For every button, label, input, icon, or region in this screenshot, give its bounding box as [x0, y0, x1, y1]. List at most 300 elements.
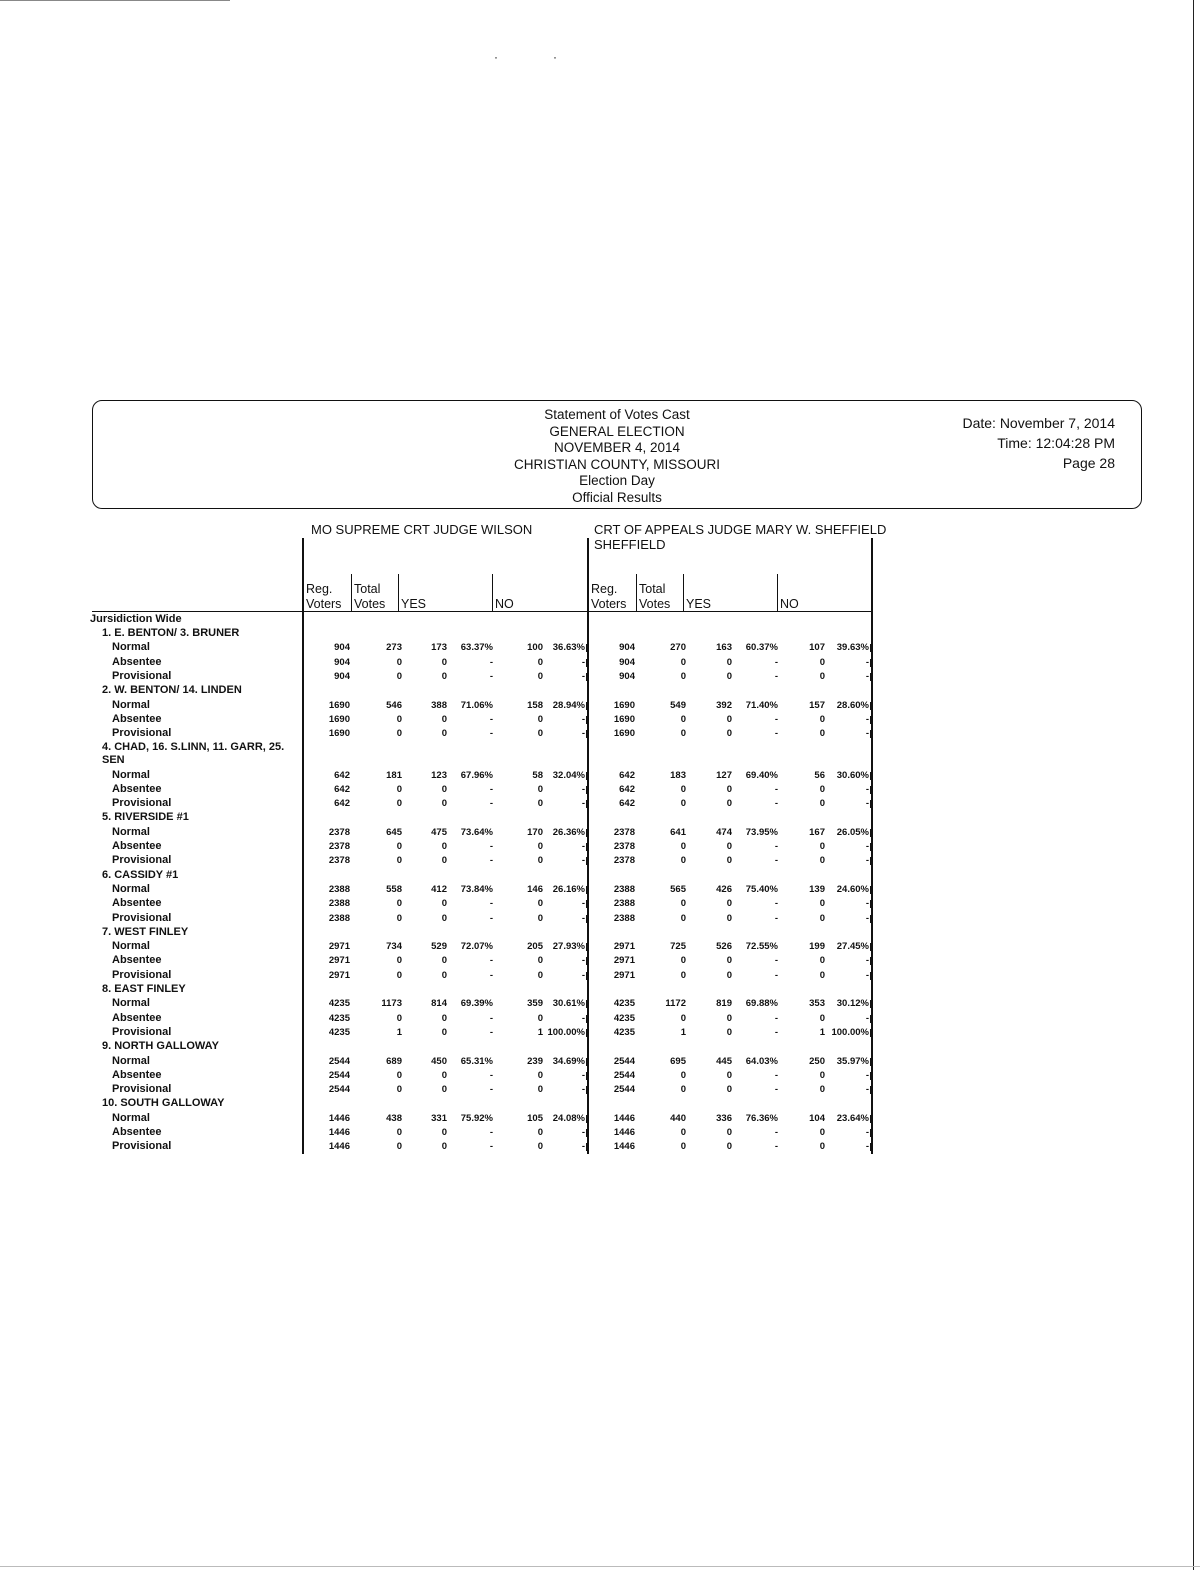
cell-reg-voters-a: 904 [334, 656, 350, 668]
cell-reg-voters-b: 904 [619, 642, 635, 654]
row-end-tick [870, 1143, 871, 1151]
cell-reg-voters-b: 2388 [613, 898, 635, 910]
cell-no-votes-a: 205 [527, 941, 543, 953]
cell-yes-percent-b: 64.03% [745, 1055, 778, 1067]
row-end-tick [870, 1086, 871, 1094]
row-end-tick [586, 730, 587, 738]
cell-no-votes-b: 250 [809, 1055, 825, 1067]
cell-reg-voters-b: 2544 [613, 1084, 635, 1096]
row-type-label: Absentee [112, 1011, 162, 1024]
cell-no-votes-b: 0 [819, 1012, 825, 1024]
row-type-label: Normal [112, 641, 150, 654]
row-end-tick [870, 772, 871, 780]
cell-reg-voters-a: 4235 [328, 1026, 350, 1038]
cell-no-percent-a: - [581, 841, 585, 852]
cell-yes-votes-a: 0 [441, 783, 447, 795]
precinct-name-continued: SEN [102, 754, 125, 767]
cell-total-votes-a: 0 [396, 713, 402, 725]
cell-reg-voters-b: 1690 [613, 713, 635, 725]
row-type-label: Provisional [112, 968, 172, 981]
cell-yes-votes-b: 0 [726, 1012, 732, 1024]
row-type-label: Absentee [112, 782, 162, 795]
row-end-tick [870, 716, 871, 724]
row-type-label: Absentee [112, 954, 162, 967]
cell-reg-voters-b: 2388 [613, 912, 635, 924]
cell-yes-votes-a: 0 [441, 969, 447, 981]
cell-no-votes-b: 0 [819, 656, 825, 668]
row-end-tick [586, 943, 587, 951]
cell-yes-votes-b: 0 [726, 713, 732, 725]
cell-yes-votes-b: 0 [726, 912, 732, 924]
cell-reg-voters-b: 4235 [613, 1012, 635, 1024]
precinct-name: 6. CASSIDY #1 [102, 868, 179, 881]
cell-yes-percent-b: - [774, 1127, 778, 1138]
cell-no-votes-b: 0 [819, 1069, 825, 1081]
row-end-tick [870, 957, 871, 965]
col-separator [683, 574, 684, 611]
row-end-tick [870, 1072, 871, 1080]
cell-yes-percent-a: - [489, 1069, 493, 1081]
cell-reg-voters-a: 4235 [328, 998, 350, 1010]
cell-no-percent-b: 26.05% [836, 826, 869, 838]
cell-yes-percent-a: - [489, 955, 493, 967]
cell-yes-percent-b: 75.40% [745, 883, 778, 895]
cell-total-votes-a: 273 [386, 642, 402, 654]
cell-yes-percent-b: 76.36% [745, 1112, 778, 1124]
cell-no-percent-a: - [581, 1069, 585, 1081]
cell-no-votes-a: 0 [537, 898, 543, 910]
cell-reg-voters-a: 1446 [328, 1141, 350, 1153]
run-time: Time: 12:04:28 PM [997, 435, 1115, 451]
cell-yes-votes-a: 173 [431, 642, 447, 654]
cell-reg-voters-a: 2378 [328, 841, 350, 852]
row-end-tick [586, 1129, 587, 1137]
cell-no-votes-b: 0 [819, 1127, 825, 1138]
row-end-tick [586, 1000, 587, 1008]
cell-no-percent-a: - [581, 1127, 585, 1138]
cell-yes-votes-b: 526 [716, 941, 732, 953]
cell-total-votes-b: 1172 [665, 998, 686, 1010]
row-type-label: Normal [112, 768, 150, 781]
cell-reg-voters-b: 2971 [613, 969, 635, 981]
row-end-tick [870, 730, 871, 738]
cell-yes-votes-a: 0 [441, 656, 447, 668]
cell-reg-voters-b: 2544 [613, 1069, 635, 1081]
cell-reg-voters-a: 1690 [328, 699, 350, 711]
row-end-tick [586, 886, 587, 894]
cell-total-votes-b: 0 [680, 912, 686, 924]
cell-total-votes-b: 641 [670, 826, 686, 838]
row-end-tick [586, 1086, 587, 1094]
cell-reg-voters-a: 2388 [328, 883, 350, 895]
row-end-tick [586, 702, 587, 710]
cell-reg-voters-b: 642 [619, 769, 635, 781]
cell-total-votes-b: 440 [670, 1112, 686, 1124]
precinct-name: 4. CHAD, 16. S.LINN, 11. GARR, 25. [102, 741, 285, 754]
cell-yes-percent-b: 71.40% [745, 699, 778, 711]
cell-no-percent-a: - [581, 713, 585, 725]
cell-no-votes-a: 0 [537, 969, 543, 981]
cell-no-votes-a: 0 [537, 670, 543, 682]
cell-reg-voters-b: 904 [619, 670, 635, 682]
cell-yes-votes-b: 392 [716, 699, 732, 711]
cell-yes-percent-b: - [774, 841, 778, 852]
cell-yes-percent-a: - [489, 713, 493, 725]
official-results-label: Official Results [572, 489, 662, 505]
cell-total-votes-a: 0 [396, 1084, 402, 1096]
cell-total-votes-b: 0 [680, 656, 686, 668]
cell-no-percent-a: 36.63% [552, 642, 585, 654]
cell-reg-voters-b: 4235 [613, 998, 635, 1010]
row-end-tick [870, 943, 871, 951]
cell-yes-votes-b: 0 [726, 670, 732, 682]
row-end-tick [586, 1058, 587, 1066]
cell-yes-percent-a: - [489, 728, 493, 740]
row-end-tick [586, 786, 587, 794]
election-day-label: Election Day [579, 473, 655, 488]
col-separator [351, 574, 352, 611]
cell-yes-percent-a: - [489, 1026, 493, 1038]
cell-reg-voters-a: 642 [334, 783, 350, 795]
cell-no-votes-b: 0 [819, 670, 825, 682]
cell-no-percent-b: - [865, 1084, 869, 1096]
cell-yes-votes-a: 0 [441, 798, 447, 810]
cell-no-percent-b: - [865, 728, 869, 740]
precinct-name: 2. W. BENTON/ 14. LINDEN [102, 684, 242, 697]
cell-total-votes-b: 0 [680, 670, 686, 682]
row-end-tick [586, 857, 587, 865]
election-name: GENERAL ELECTION [549, 423, 685, 439]
cell-yes-votes-b: 0 [726, 783, 732, 795]
cell-yes-percent-a: - [489, 656, 493, 668]
cell-total-votes-a: 0 [396, 1141, 402, 1153]
cell-total-votes-b: 0 [680, 1127, 686, 1138]
cell-no-votes-b: 1 [819, 1026, 825, 1038]
cell-yes-percent-a: - [489, 1084, 493, 1096]
cell-no-percent-b: - [865, 713, 869, 725]
cell-yes-votes-a: 814 [431, 998, 447, 1010]
cell-no-percent-b: - [865, 898, 869, 910]
cell-total-votes-a: 0 [396, 728, 402, 740]
cell-reg-voters-a: 1690 [328, 728, 350, 740]
cell-yes-votes-b: 0 [726, 955, 732, 967]
row-end-tick [586, 843, 587, 851]
cell-no-percent-a: - [581, 855, 585, 867]
col-yes-a: YES [401, 597, 427, 611]
cell-no-votes-a: 0 [537, 955, 543, 967]
col-reg-voters-a: Reg. Voters [306, 582, 342, 611]
cell-yes-percent-b: - [774, 798, 778, 810]
cell-total-votes-a: 0 [396, 898, 402, 910]
cell-yes-percent-a: 69.39% [460, 998, 493, 1010]
cell-total-votes-a: 0 [396, 841, 402, 852]
cell-yes-votes-a: 0 [441, 955, 447, 967]
cell-yes-votes-a: 0 [441, 1012, 447, 1024]
cell-no-votes-a: 239 [527, 1055, 543, 1067]
cell-total-votes-b: 0 [680, 1141, 686, 1153]
cell-no-votes-a: 58 [532, 769, 543, 781]
row-type-label: Provisional [112, 797, 172, 810]
row-end-tick [870, 1129, 871, 1137]
cell-yes-votes-a: 0 [441, 912, 447, 924]
cell-no-votes-a: 0 [537, 1141, 543, 1153]
row-type-label: Normal [112, 825, 150, 838]
cell-yes-votes-b: 819 [716, 998, 732, 1010]
row-end-tick [870, 702, 871, 710]
col-no-b: NO [780, 597, 799, 611]
cell-no-percent-b: 28.60% [836, 699, 869, 711]
cell-yes-percent-a: - [489, 969, 493, 981]
col-separator [777, 574, 778, 611]
column-header-rule [92, 611, 872, 612]
row-end-tick [870, 644, 871, 652]
row-end-tick [870, 900, 871, 908]
cell-yes-votes-a: 0 [441, 898, 447, 910]
cell-no-votes-b: 0 [819, 841, 825, 852]
cell-yes-percent-b: 69.40% [745, 769, 778, 781]
cell-reg-voters-b: 2971 [613, 941, 635, 953]
scan-speck: · [553, 50, 557, 64]
cell-yes-votes-a: 388 [431, 699, 447, 711]
page-number: Page 28 [1062, 455, 1115, 471]
cell-total-votes-b: 0 [680, 728, 686, 740]
cell-yes-percent-b: - [774, 728, 778, 740]
cell-no-votes-b: 0 [819, 783, 825, 795]
cell-yes-percent-b: - [774, 656, 778, 668]
cell-reg-voters-a: 2388 [328, 898, 350, 910]
row-end-tick [586, 915, 587, 923]
row-end-tick [870, 800, 871, 808]
cell-yes-votes-a: 0 [441, 1084, 447, 1096]
cell-reg-voters-b: 2378 [613, 826, 635, 838]
cell-yes-votes-a: 0 [441, 1026, 447, 1038]
cell-no-percent-b: - [865, 670, 869, 682]
cell-yes-percent-b: - [774, 1012, 778, 1024]
cell-yes-votes-b: 0 [726, 1026, 732, 1038]
cell-reg-voters-a: 2544 [328, 1055, 350, 1067]
cell-total-votes-b: 549 [670, 699, 686, 711]
cell-no-percent-a: 28.94% [552, 699, 585, 711]
cell-no-votes-b: 0 [819, 855, 825, 867]
cell-reg-voters-b: 2971 [613, 955, 635, 967]
cell-no-percent-a: 24.08% [552, 1112, 585, 1124]
cell-yes-votes-a: 0 [441, 728, 447, 740]
cell-total-votes-a: 0 [396, 1127, 402, 1138]
cell-reg-voters-a: 904 [334, 670, 350, 682]
cell-yes-votes-a: 331 [431, 1112, 447, 1124]
cell-no-votes-b: 167 [809, 826, 825, 838]
cell-no-percent-a: 26.36% [552, 826, 585, 838]
row-type-label: Normal [112, 940, 150, 953]
cell-no-votes-a: 0 [537, 713, 543, 725]
cell-yes-votes-b: 0 [726, 898, 732, 910]
cell-total-votes-a: 1173 [381, 998, 402, 1010]
cell-no-votes-b: 0 [819, 912, 825, 924]
cell-yes-percent-b: - [774, 783, 778, 795]
cell-yes-percent-a: 65.31% [460, 1055, 493, 1067]
row-end-tick [586, 644, 587, 652]
row-end-tick [870, 1029, 871, 1037]
cell-yes-percent-a: - [489, 1012, 493, 1024]
cell-yes-votes-b: 426 [716, 883, 732, 895]
cell-reg-voters-b: 642 [619, 783, 635, 795]
cell-yes-percent-a: - [489, 1127, 493, 1138]
row-end-tick [870, 886, 871, 894]
cell-reg-voters-b: 1446 [613, 1141, 635, 1153]
row-type-label: Provisional [112, 727, 172, 740]
cell-reg-voters-b: 1690 [613, 728, 635, 740]
cell-reg-voters-a: 2971 [328, 941, 350, 953]
race-title-court-of-appeals: CRT OF APPEALS JUDGE MARY W. SHEFFIELD [594, 522, 887, 537]
table-left-border [302, 538, 304, 1154]
cell-yes-votes-b: 163 [716, 642, 732, 654]
cell-yes-percent-a: 73.64% [460, 826, 493, 838]
run-date: Date: November 7, 2014 [962, 415, 1115, 431]
cell-total-votes-b: 183 [670, 769, 686, 781]
cell-reg-voters-a: 2378 [328, 855, 350, 867]
cell-no-percent-a: - [581, 656, 585, 668]
cell-no-votes-b: 104 [809, 1112, 825, 1124]
row-end-tick [586, 1143, 587, 1151]
cell-yes-votes-a: 0 [441, 1141, 447, 1153]
cell-no-votes-a: 0 [537, 1127, 543, 1138]
cell-reg-voters-a: 2544 [328, 1084, 350, 1096]
cell-yes-percent-b: - [774, 1084, 778, 1096]
cell-yes-votes-b: 0 [726, 1141, 732, 1153]
cell-no-percent-a: - [581, 969, 585, 981]
cell-yes-percent-a: - [489, 855, 493, 867]
cell-reg-voters-a: 1446 [328, 1127, 350, 1138]
cell-no-percent-a: 30.61% [552, 998, 585, 1010]
cell-yes-votes-a: 123 [431, 769, 447, 781]
precinct-name: 10. SOUTH GALLOWAY [102, 1097, 225, 1110]
cell-yes-votes-b: 0 [726, 728, 732, 740]
col-total-votes-a: Total Votes [354, 582, 386, 611]
cell-yes-votes-b: 0 [726, 841, 732, 852]
cell-no-votes-b: 139 [809, 883, 825, 895]
cell-no-votes-b: 0 [819, 798, 825, 810]
cell-yes-percent-b: 60.37% [745, 642, 778, 654]
cell-yes-votes-a: 0 [441, 855, 447, 867]
race-title-supreme-court: MO SUPREME CRT JUDGE WILSON [311, 522, 533, 537]
cell-total-votes-b: 0 [680, 969, 686, 981]
cell-no-votes-a: 0 [537, 1084, 543, 1096]
row-end-tick [586, 1072, 587, 1080]
cell-yes-percent-a: 73.84% [460, 883, 493, 895]
table-right-border [871, 538, 873, 1154]
precinct-name: 1. E. BENTON/ 3. BRUNER [102, 627, 240, 639]
cell-yes-votes-a: 475 [431, 826, 447, 838]
report-run-info [962, 413, 1115, 473]
precinct-name: 9. NORTH GALLOWAY [102, 1040, 219, 1053]
row-type-label: Provisional [112, 911, 172, 924]
cell-no-votes-a: 158 [527, 699, 543, 711]
cell-no-percent-b: 23.64% [836, 1112, 869, 1124]
cell-no-percent-a: - [581, 1012, 585, 1024]
cell-total-votes-a: 734 [386, 941, 402, 953]
cell-yes-percent-b: - [774, 955, 778, 967]
cell-total-votes-a: 0 [396, 912, 402, 924]
cell-reg-voters-a: 1690 [328, 713, 350, 725]
cell-total-votes-a: 181 [386, 769, 402, 781]
row-type-label: Provisional [112, 669, 172, 682]
row-end-tick [586, 800, 587, 808]
row-end-tick [870, 915, 871, 923]
cell-yes-votes-b: 0 [726, 798, 732, 810]
cell-reg-voters-a: 904 [334, 642, 350, 654]
cell-total-votes-b: 0 [680, 1084, 686, 1096]
cell-yes-percent-b: - [774, 1141, 778, 1153]
col-reg-voters-b: Reg. Voters [591, 582, 627, 611]
cell-total-votes-a: 0 [396, 855, 402, 867]
cell-yes-percent-b: - [774, 898, 778, 910]
row-end-tick [586, 772, 587, 780]
row-type-label: Absentee [112, 897, 162, 910]
cell-no-percent-b: - [865, 798, 869, 810]
cell-total-votes-a: 438 [386, 1112, 402, 1124]
cell-yes-votes-b: 474 [716, 826, 732, 838]
report-header [92, 400, 1142, 509]
cell-no-votes-b: 353 [809, 998, 825, 1010]
cell-no-percent-a: - [581, 798, 585, 810]
cell-no-percent-a: - [581, 783, 585, 795]
cell-yes-votes-a: 412 [431, 883, 447, 895]
cell-yes-percent-a: - [489, 912, 493, 924]
county-name: CHRISTIAN COUNTY, MISSOURI [513, 456, 721, 472]
cell-no-votes-a: 100 [527, 642, 543, 654]
cell-yes-votes-b: 0 [726, 1127, 732, 1138]
row-end-tick [586, 1115, 587, 1123]
cell-total-votes-a: 1 [396, 1026, 402, 1038]
cell-reg-voters-a: 4235 [328, 1012, 350, 1024]
cell-reg-voters-a: 2388 [328, 912, 350, 924]
cell-total-votes-a: 0 [396, 1069, 402, 1081]
cell-yes-percent-a: 71.06% [460, 699, 493, 711]
precinct-name: 7. WEST FINLEY [102, 925, 189, 938]
cell-reg-voters-a: 2544 [328, 1069, 350, 1081]
jurisdiction-wide-label: Jursidiction Wide [90, 613, 182, 625]
col-separator [398, 574, 399, 611]
cell-no-percent-a: - [581, 898, 585, 910]
cell-yes-percent-a: 75.92% [460, 1112, 493, 1124]
col-separator [636, 574, 637, 611]
row-end-tick [870, 843, 871, 851]
row-type-label: Provisional [112, 1025, 172, 1038]
cell-yes-percent-a: - [489, 898, 493, 910]
cell-reg-voters-a: 2971 [328, 955, 350, 967]
cell-no-votes-a: 146 [527, 883, 543, 895]
cell-yes-percent-b: 72.55% [745, 941, 778, 953]
cell-total-votes-a: 546 [386, 699, 402, 711]
cell-yes-votes-a: 529 [431, 941, 447, 953]
cell-reg-voters-b: 904 [619, 656, 635, 668]
cell-yes-percent-a: - [489, 1141, 493, 1153]
row-type-label: Normal [112, 698, 150, 711]
cell-yes-percent-b: - [774, 912, 778, 924]
cell-no-percent-b: - [865, 1127, 869, 1138]
cell-total-votes-b: 0 [680, 841, 686, 852]
row-end-tick [870, 857, 871, 865]
cell-yes-votes-a: 0 [441, 670, 447, 682]
cell-yes-percent-a: - [489, 783, 493, 795]
cell-yes-percent-a: 67.96% [460, 769, 493, 781]
cell-yes-percent-b: - [774, 1026, 778, 1038]
cell-no-percent-a: - [581, 1141, 585, 1153]
cell-yes-percent-b: 69.88% [745, 998, 778, 1010]
cell-no-percent-b: - [865, 841, 869, 852]
row-type-label: Absentee [112, 655, 162, 668]
cell-yes-votes-b: 0 [726, 1069, 732, 1081]
